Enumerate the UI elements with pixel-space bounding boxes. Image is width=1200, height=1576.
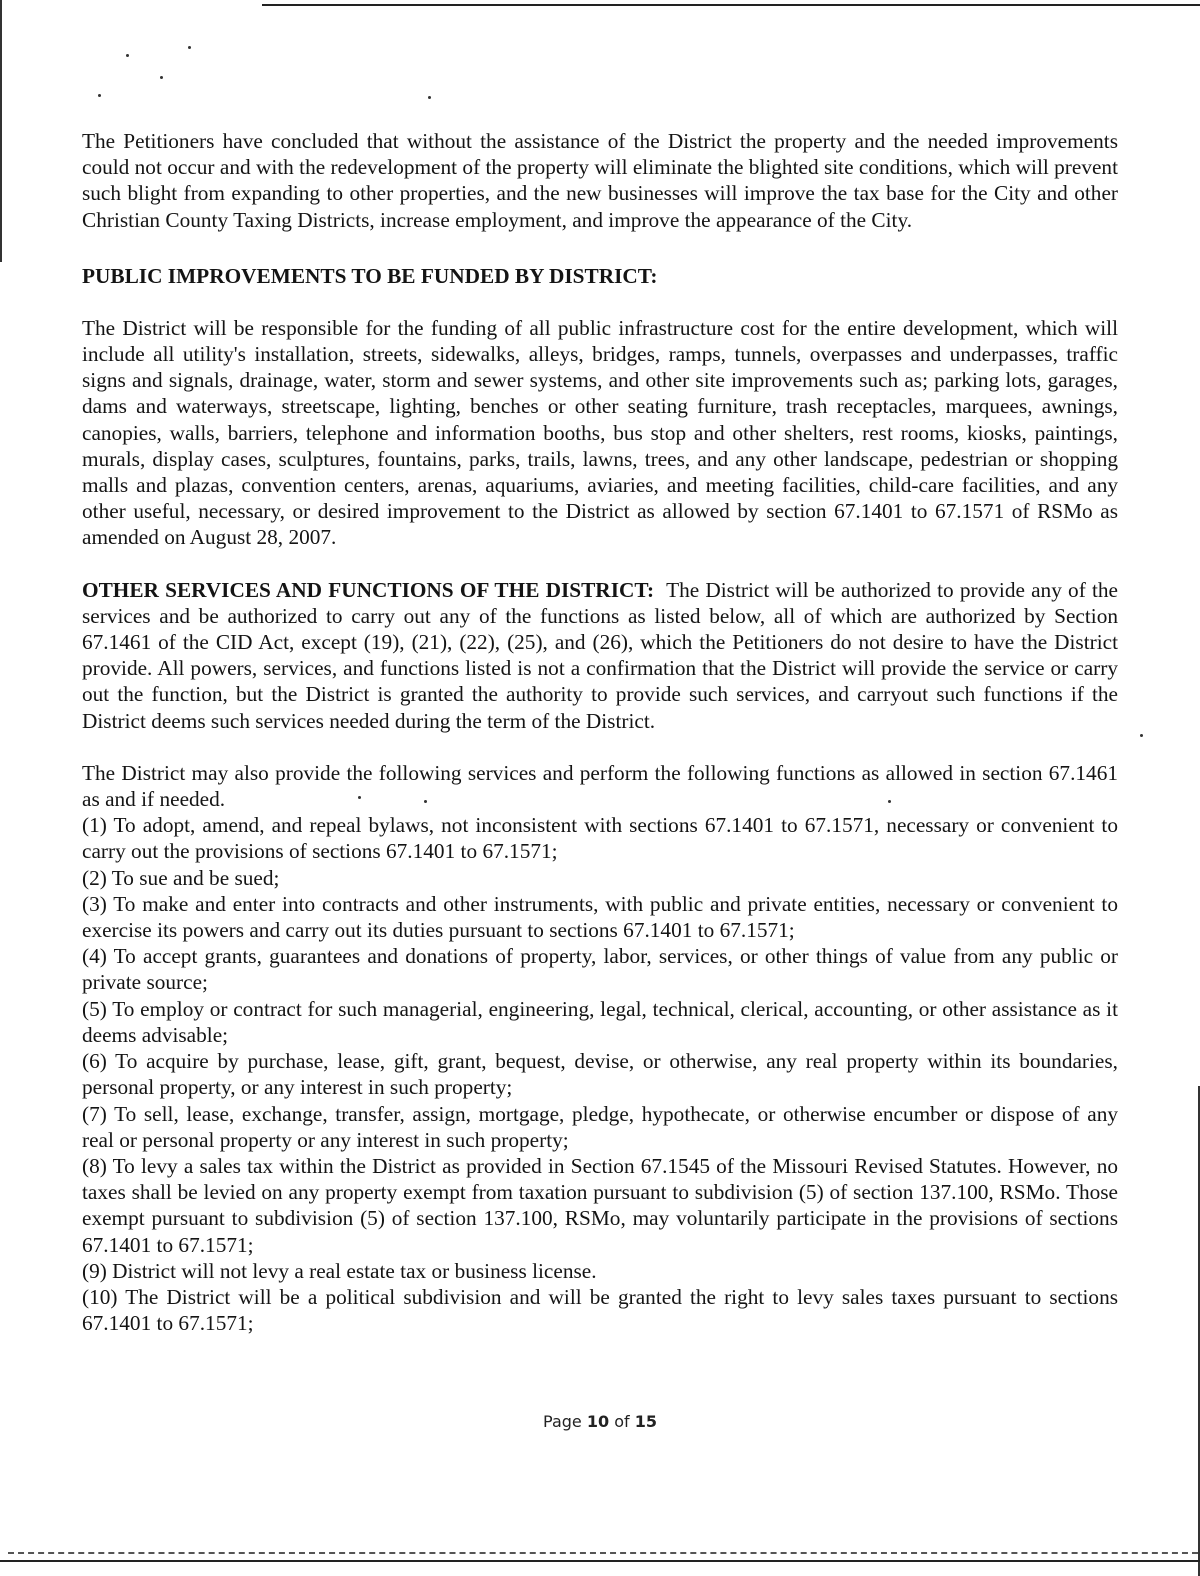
page-footer — [0, 1412, 1200, 1431]
scan-edge-left — [0, 0, 2, 262]
scan-speck — [160, 76, 163, 79]
page-total: 15 — [634, 1412, 657, 1431]
other-services-heading: OTHER SERVICES AND FUNCTIONS OF THE DISTRICT: — [82, 577, 655, 602]
list-item: (7) To sell, lease, exchange, transfer, assign, mortgage, pledge, hypothecate, or otherwise encumber or dispose of any real or personal property or any interest in such property; — [82, 1101, 1118, 1152]
of-word: of — [614, 1412, 630, 1431]
list-item: (9) District will not levy a real estate tax or business license. — [82, 1258, 597, 1283]
services-list — [82, 812, 1118, 1336]
scan-speck — [428, 96, 431, 99]
list-item: (5) To employ or contract for such managerial, engineering, legal, technical, clerical, accounting, or other assistance as it deems advisable; — [82, 996, 1118, 1047]
scan-speck — [126, 54, 129, 57]
intro-paragraph: The Petitioners have concluded that without the assistance of the District the property and the needed improvements could not occur and with the redevelopment of the property will eliminate the blighted site conditions, which will prevent such blight from expanding to other properties, and the new businesses will improve the tax base for the City and other Christian County Taxing Districts, increase employment, and improve the appearance of the City. — [82, 129, 1118, 232]
other-services-text: The District will be authorized to provide any of the services and be authorized to carry out any of the functions as listed below, all of which are authorized by Section 67.1461 of the CID Act, except (19), (21), (22), (25), and (26), which the Petitioners do not desire to have the District provide. All powers, services, and functions listed is not a confirmation that the District will provide the service or carry out the function, but the District is granted the authority to provide such services, and carryout such functions if the District deems such services needed during the term of the District. — [82, 577, 1118, 733]
document-body — [82, 128, 1118, 1336]
page-word: Page — [543, 1412, 582, 1431]
scan-edge-bottom-dashed — [8, 1552, 1198, 1554]
scan-speck — [98, 94, 101, 97]
list-item: (6) To acquire by purchase, lease, gift, grant, bequest, devise, or otherwise, any real property within its boundaries, personal property, or any interest in such property; — [82, 1049, 1118, 1100]
list-item: (10) The District will be a political subdivision and will be granted the right to levy sales taxes pursuant to sections 67.1401 to 67.1571; — [82, 1284, 1118, 1336]
scan-edge-bottom — [0, 1560, 1200, 1562]
list-item: (3) To make and enter into contracts and other instruments, with public and private entities, necessary or convenient to exercise its powers and carry out its duties pursuant to sections 67.1401 to 67.1571; — [82, 891, 1118, 943]
list-item: (2) To sue and be sued; — [82, 865, 280, 890]
page-number: 10 — [586, 1412, 610, 1431]
scan-edge-top — [262, 4, 1200, 6]
services-list-intro: The District may also provide the following services and perform the following functions as allowed in section 67.1461 as and if needed. — [82, 760, 1118, 812]
list-item: (1) To adopt, amend, and repeal bylaws, not inconsistent with sections 67.1401 to 67.1571, necessary or convenient to carry out the provisions of sections 67.1401 to 67.1571; — [82, 813, 1118, 864]
scan-speck — [1140, 734, 1143, 737]
list-item: (4) To accept grants, guarantees and donations of property, labor, services, or other things of value from any public or private source; — [82, 944, 1118, 995]
public-improvements-heading: PUBLIC IMPROVEMENTS TO BE FUNDED BY DISTRICT: — [82, 263, 658, 288]
public-improvements-paragraph: The District will be responsible for the funding of all public infrastructure cost for the entire development, which will include all utility's installation, streets, sidewalks, alleys, bridges, ramps, tunnels, overpasses and underpasses, traffic signs and signals, drainage, water, storm and sewer systems, and other site improvements such as; parking lots, garages, dams and waterways, streetscape, lighting, benches or other seating furniture, trash receptacles, marquees, awnings, canopies, walls, barriers, telephone and information booths, bus stop and other shelters, rest rooms, kiosks, paintings, murals, display cases, sculptures, fountains, parks, trails, lawns, trees, and any other landscape, pedestrian or shopping malls and plazas, convention centers, arenas, aquariums, aviaries, and meeting facilities, child-care facilities, and any other useful, necessary, or desired improvement to the District as allowed by section 67.1401 to 67.1571 of RSMo as amended on August 28, 2007. — [82, 315, 1118, 550]
list-item: (8) To levy a sales tax within the District as provided in Section 67.1545 of the Missouri Revised Statutes. However, no taxes shall be levied on any property exempt from taxation pursuant to subdivision (5) of section 137.100, RSMo. Those exempt pursuant to subdivision (5) of section 137.100, RSMo, may voluntarily participate in the provisions of sections 67.1401 to 67.1571; — [82, 1153, 1118, 1257]
scan-speck — [188, 46, 191, 49]
other-services-paragraph — [82, 577, 1118, 734]
